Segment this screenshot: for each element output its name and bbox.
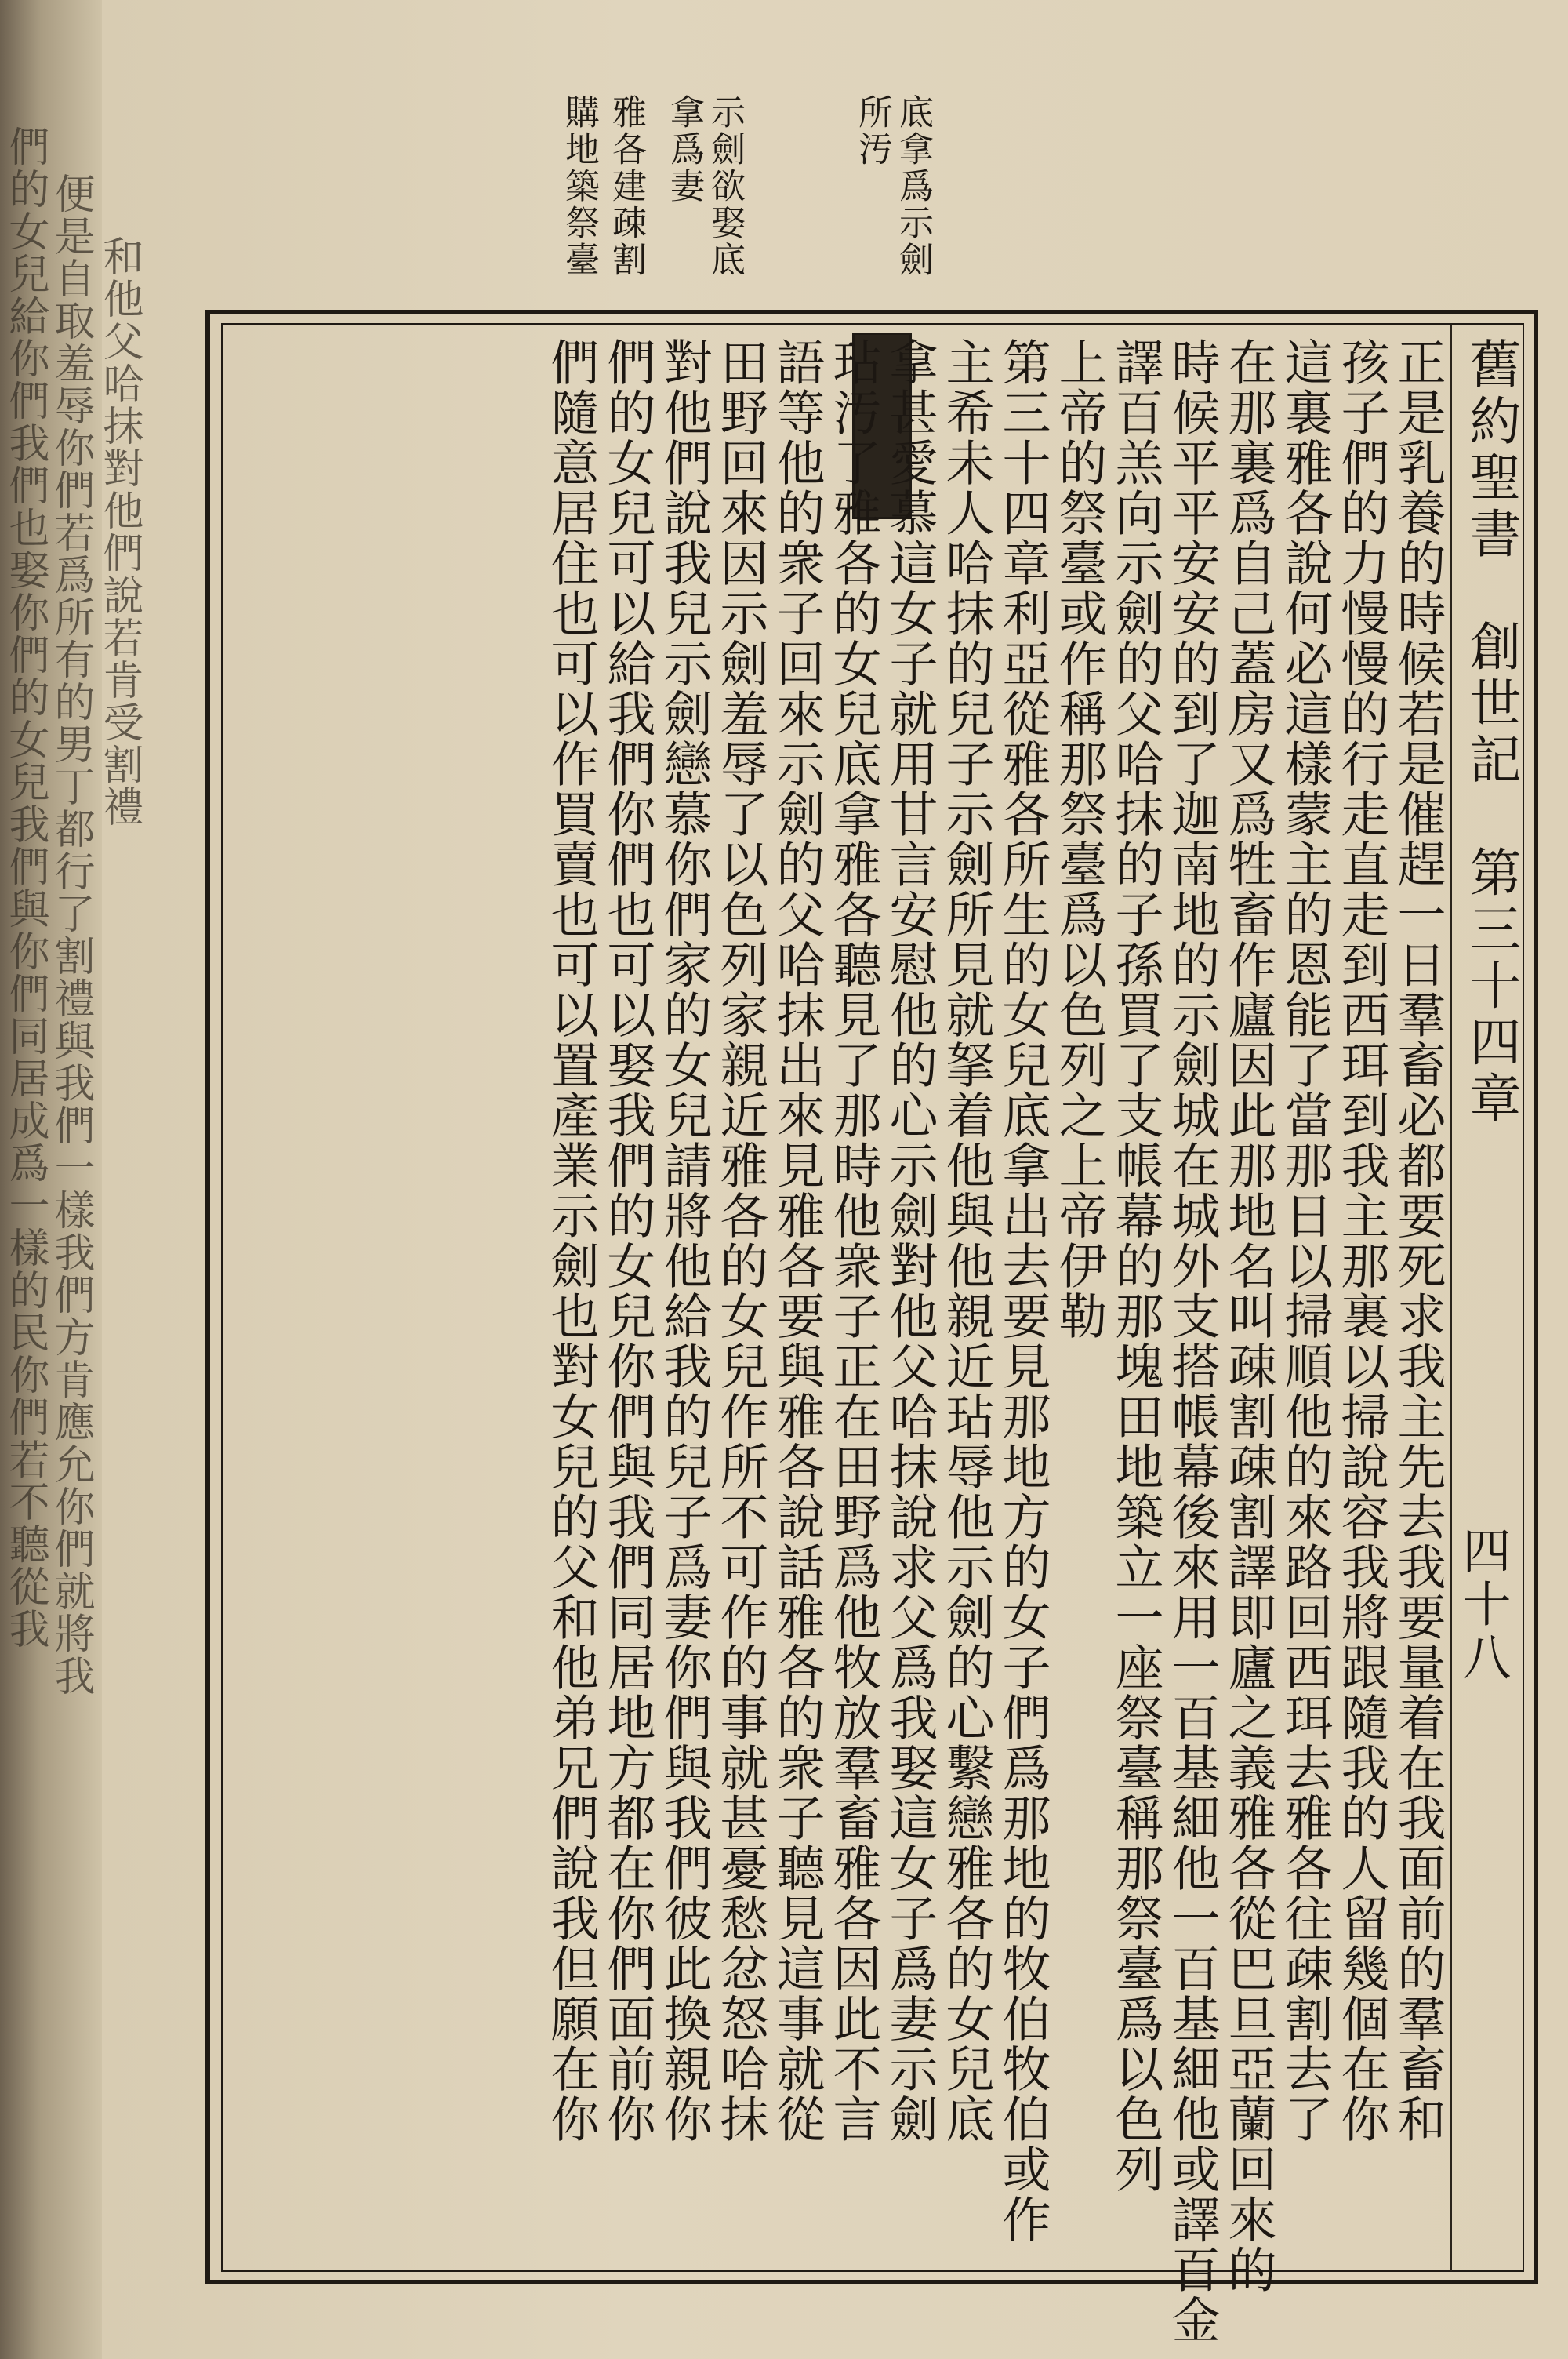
text-column: 拿甚愛慕這女子就用甘言安慰他的心示劍對他父哈抹說求父爲我娶這女子爲妻示劍 bbox=[881, 337, 938, 2144]
text-column: 孩子們的力慢慢的行走直走到西珥到我主那裏以掃說容我將跟隨我的人留幾個在你 bbox=[1333, 337, 1390, 2144]
margin-note: 雅各建疎割 bbox=[606, 94, 646, 278]
text-column: 第三十四章利亞從雅各所生的女兒底拿出去要見那地方的女子們爲那地的牧伯牧伯或作 bbox=[994, 337, 1051, 2245]
running-header: 舊約聖書 創世記 第三十四章 bbox=[1461, 337, 1521, 1128]
text-column: 在那裏爲自己蓋房又爲牲畜作廬因此那地名叫疎割疎割譯即廬之義雅各從巴旦亞蘭回來的 bbox=[1220, 337, 1277, 2295]
prev-page-column: 們的女兒給你們我們也娶你們的女兒我們與你們同居成爲一樣的民你們若不聽從我 bbox=[2, 125, 49, 1650]
prev-page-column: 便是自取羞辱你們若爲所有的男丁都行了割禮與我們一樣我們方肯應允你們就將我 bbox=[47, 173, 94, 1697]
margin-note: 示劍欲娶底拿爲妻 bbox=[664, 94, 745, 278]
text-column: 正是乳養的時候若是催趕一日羣畜必都要死求我主先去我要量着在我面前的羣畜和 bbox=[1389, 337, 1446, 2144]
prev-page-column: 和他父哈抹對他們說若肯受割禮 bbox=[96, 235, 143, 828]
margin-note: 購地築祭臺 bbox=[559, 94, 599, 278]
page-number: 四十八 bbox=[1454, 1525, 1512, 1685]
text-column: 對他們說我兒示劍戀慕你們家的女兒請將他給我的兒子爲妻你們與我們彼此換親你 bbox=[655, 337, 713, 2144]
text-column: 們隨意居住也可以作買賣也可以置產業示劍也對女兒的父和他弟兄們說我但願在你 bbox=[543, 337, 600, 2144]
header-rule bbox=[1450, 325, 1452, 2271]
margin-note: 底拿爲示劍所汚 bbox=[852, 94, 933, 278]
text-column: 譯百羔向示劍的父哈抹的子孫買了支帳幕的那塊田地築立一座祭臺稱那祭臺爲以色列 bbox=[1107, 337, 1164, 2194]
text-column: 田野回來因示劍羞辱了以色列家親近雅各的女兒作所不可作的事就甚憂愁忿怒哈抹 bbox=[712, 337, 769, 2144]
text-column: 玷汚了雅各的女兒底拿雅各聽見了那時他衆子正在田野爲他牧放羣畜雅各因此不言 bbox=[825, 337, 882, 2144]
text-column: 上帝的祭臺或作稱那祭臺爲以色列之上帝伊勒 bbox=[1051, 337, 1108, 1341]
text-column: 時候平平安安的到了迦南地的示劍城在城外支搭帳幕後來用一百基細他一百基細他或譯百金 bbox=[1163, 337, 1221, 2345]
text-column: 這裏雅各說何必這樣蒙主的恩能了當那日以掃順他的來路回西珥去雅各往疎割去了 bbox=[1276, 337, 1334, 2144]
text-column: 們的女兒可以給我們你們也可以娶我們的女兒你們與我們同居地方都在你們面前你 bbox=[599, 337, 656, 2144]
text-column: 主希未人哈抹的兒子示劍所見就拏着他與他親近玷辱他示劍的心繫戀雅各的女兒底 bbox=[938, 337, 995, 2144]
text-column: 語等他的衆子回來示劍的父哈抹出來見雅各要與雅各說話雅各的衆子聽見這事就從 bbox=[768, 337, 826, 2144]
